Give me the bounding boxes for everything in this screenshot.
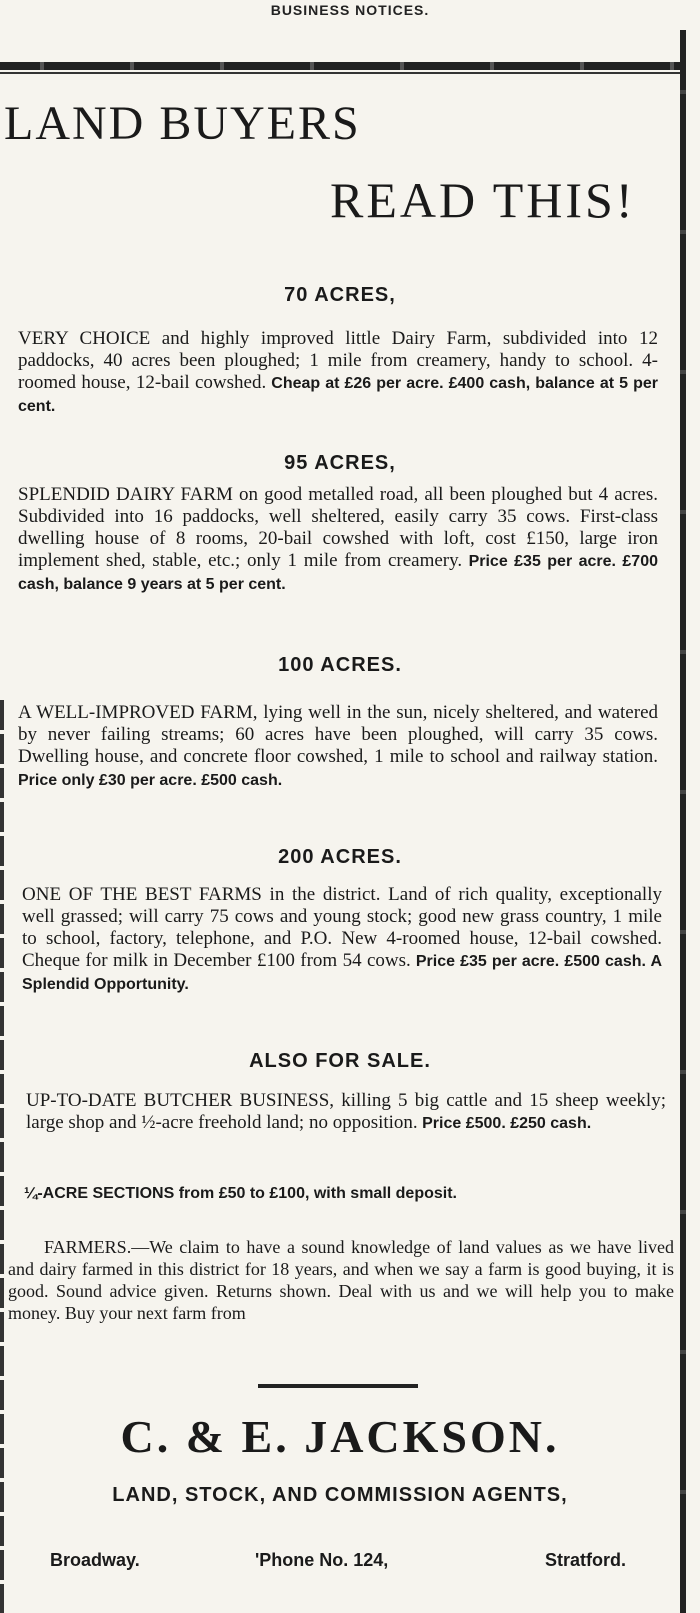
listing-price: Price only £30 per acre. £500 cash. bbox=[18, 772, 283, 789]
company-description: LAND, STOCK, AND COMMISSION AGENTS, bbox=[112, 1484, 568, 1506]
right-border bbox=[680, 30, 686, 1613]
listing-lead: SPLENDID DAIRY FARM bbox=[18, 484, 233, 505]
headline-land-buyers: LAND BUYERS bbox=[4, 97, 361, 150]
listing-body: on good metalled road, all been ploughed but 4 acres. Subdivided into 16 paddocks, well sheltered, easily carry 35 cows. First-class dwelling house of 8 rooms, 20-bail cowshed with loft, cost £150, large iron implement shed, stable, etc.; only 1 mile from creamery. bbox=[18, 484, 658, 571]
left-border bbox=[0, 700, 4, 1613]
listing-heading: 200 ACRES. bbox=[278, 846, 402, 868]
listing-paragraph bbox=[26, 1090, 666, 1135]
top-rule bbox=[0, 62, 682, 70]
footer-location: Broadway. bbox=[50, 1550, 140, 1570]
listing-price: Price £35 per acre. £700 cash, balance 9 years at 5 per cent. bbox=[18, 553, 658, 593]
listing-lead: ONE OF THE BEST FARMS bbox=[22, 884, 262, 905]
listing-heading: 95 ACRES, bbox=[284, 452, 396, 474]
headline-read-this: READ THIS! bbox=[330, 172, 636, 228]
company-name: C. & E. JACKSON. bbox=[120, 1411, 560, 1462]
sections-notice: ¼-ACRE SECTIONS from £50 to £100, with small deposit. bbox=[24, 1185, 457, 1202]
listing-price: Price £500. £250 cash. bbox=[417, 1115, 592, 1132]
footer-phone: 'Phone No. 124, bbox=[255, 1550, 389, 1570]
listing-lead: A WELL-IMPROVED FARM, bbox=[18, 702, 258, 723]
listing-price: Price £35 per acre. £500 cash. A Splendid Opportunity. bbox=[22, 953, 662, 993]
listing-price: Cheap at £26 per acre. £400 cash, balance at 5 per cent. bbox=[18, 375, 658, 415]
listing-heading: 100 ACRES. bbox=[278, 654, 402, 676]
divider-rule bbox=[258, 1384, 418, 1388]
section-header: BUSINESS NOTICES. bbox=[270, 2, 430, 18]
listing-paragraph bbox=[18, 484, 658, 596]
listing-body: killing 5 big cattle and 15 sheep weekly; large shop and ½-acre freehold land; no opposition. bbox=[26, 1090, 666, 1133]
listing-lead: UP-TO-DATE BUTCHER BUSINESS, bbox=[26, 1090, 335, 1111]
listing-body: and highly improved little Dairy Farm, subdivided into 12 paddocks, 40 acres been ploughed; 1 mile from creamery, handy to school. 4-roomed house, 12-bail cowshed. bbox=[18, 328, 658, 393]
top-rule-thin bbox=[0, 72, 682, 74]
footer-town: Stratford. bbox=[545, 1550, 626, 1570]
listing-paragraph bbox=[18, 702, 658, 792]
listing-body: in the district. Land of rich quality, exceptionally well grassed; will carry 75 cows and young stock; good new grass country, 1 mile to school, factory, telephone, and P.O. New 4-roomed house, 12-bail cowshed. Cheque for milk in December £100 from 54 cows. bbox=[22, 884, 662, 971]
listing-paragraph bbox=[18, 328, 658, 418]
listing-heading: 70 ACRES, bbox=[284, 284, 396, 306]
farmers-paragraph: FARMERS.—We claim to have a sound knowledge of land values as we have lived and dairy farmed in this district for 18 years, and when we say a farm is good buying, it is good. Sound advice given. Returns shown. Deal with us and we will help you to make money. Buy your next farm from bbox=[8, 1237, 674, 1323]
listing-lead: VERY CHOICE bbox=[18, 328, 151, 349]
listing-body: lying well in the sun, nicely sheltered, and watered by never failing streams; 60 acres have been ploughed, will carry 35 cows. Dwelling house, and concrete floor cowshed, 1 mile to school and railway station. bbox=[18, 702, 658, 767]
listing-heading: ALSO FOR SALE. bbox=[249, 1050, 431, 1072]
listing-paragraph bbox=[22, 884, 662, 996]
